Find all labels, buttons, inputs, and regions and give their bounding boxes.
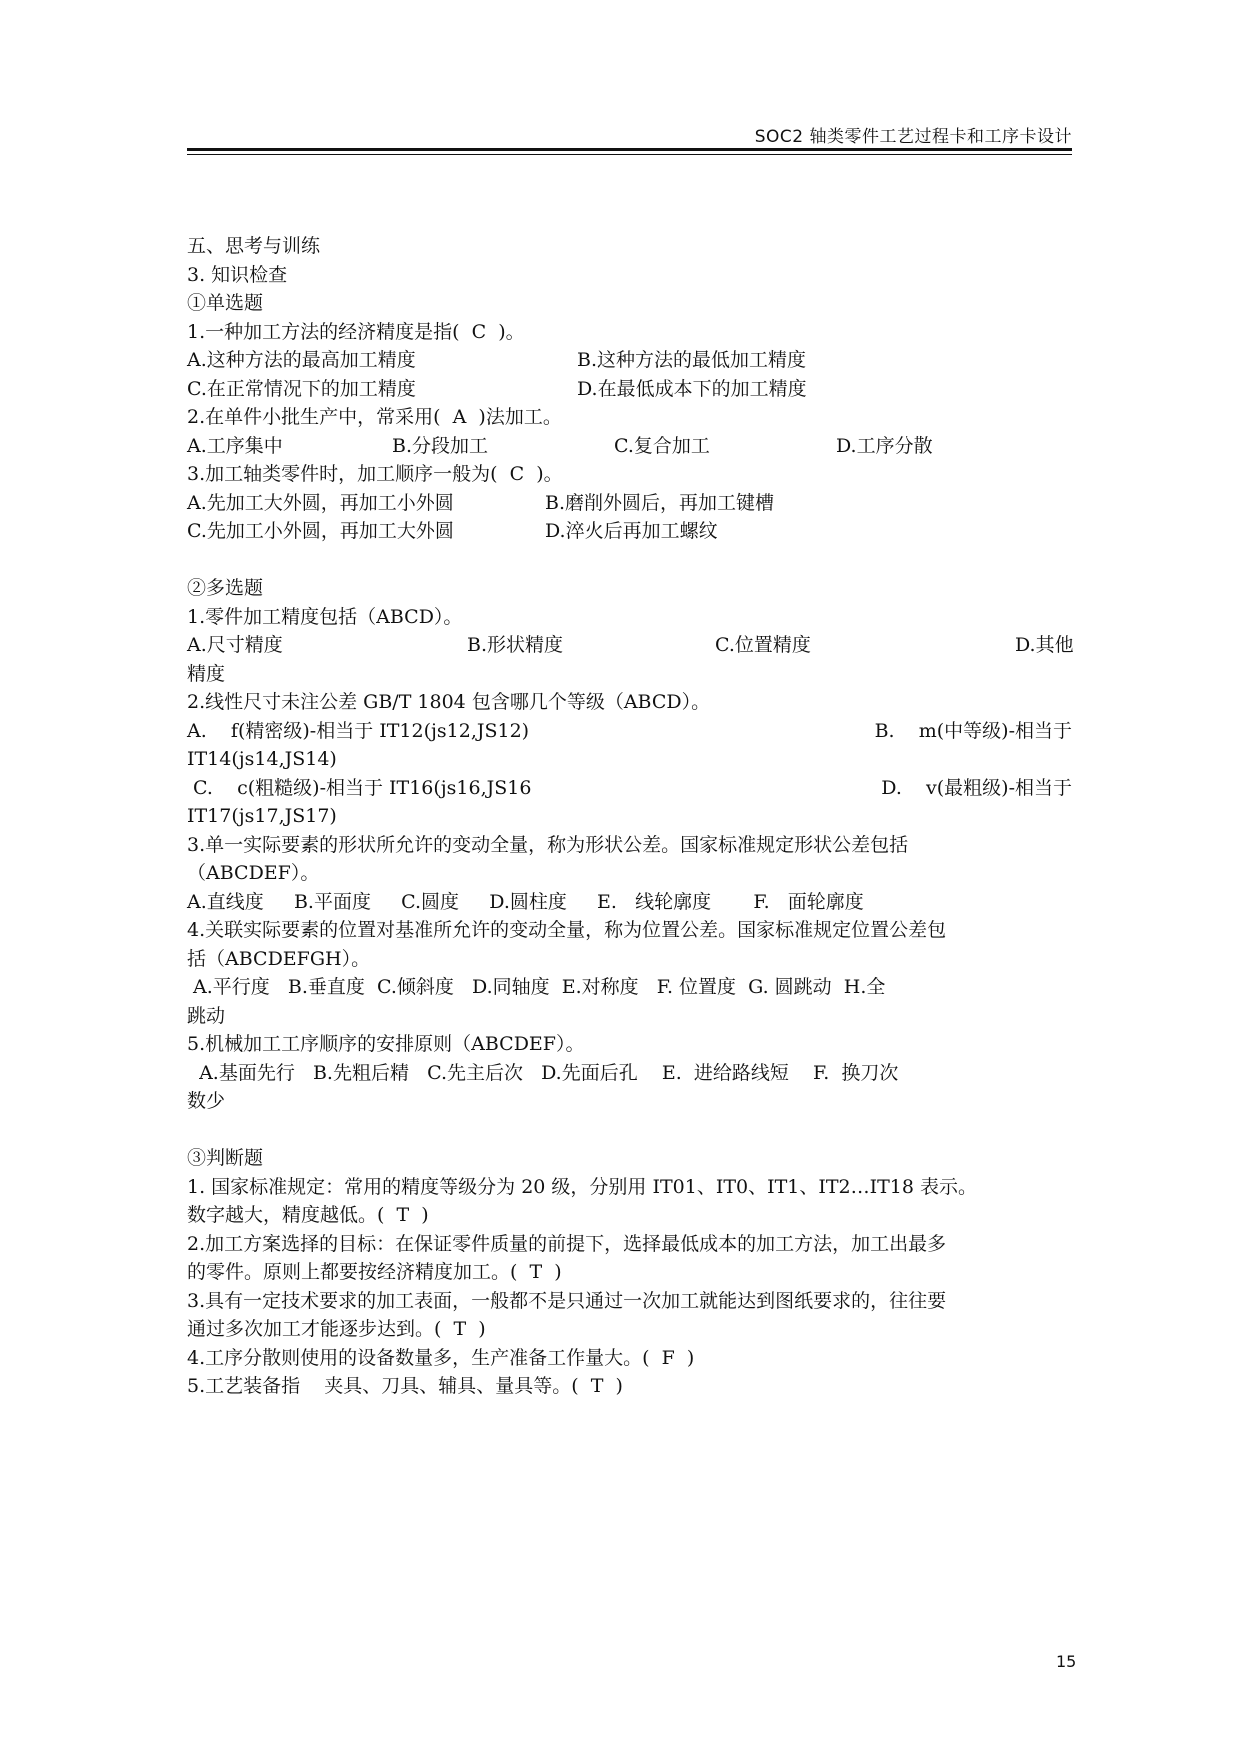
mc-q5-options: A.基面先行 B.先粗后精 C.先主后次 D.先面后孔 E. 进给路线短 F. 换刀次: [187, 1061, 899, 1084]
tf-q2-line-1: 2.加工方案选择的目标：在保证零件质量的前提下，选择最低成本的加工方法，加工出最多: [187, 1232, 947, 1255]
header-rule-thin: [187, 154, 1072, 155]
sc-q1-stem: 1.一种加工方法的经济精度是指( C )。: [187, 320, 525, 343]
mc-q4-options-cont: 跳动: [187, 1004, 226, 1027]
mc-q1-option-a: A.尺寸精度: [187, 634, 283, 656]
sc-q3-option-b: B.磨削外圆后，再加工键槽: [545, 491, 775, 514]
mc-q1-option-b: B.形状精度: [467, 634, 564, 656]
sc-q3-option-d: D.淬火后再加工螺纹: [545, 520, 718, 542]
tf-q3-line-2: 通过多次加工才能逐步达到。( T ): [187, 1318, 486, 1340]
sc-q2-option-d: D.工序分散: [836, 434, 933, 457]
sc-q1-option-d: D.在最低成本下的加工精度: [577, 377, 807, 400]
mc-q1-stem: 1.零件加工精度包括（ABCD）。: [187, 605, 463, 628]
mc-q3-options: A.直线度 B.平面度 C.圆度 D.圆柱度 E. 线轮廓度 F. 面轮廓度: [187, 890, 864, 913]
header-rule-thick: [187, 148, 1072, 151]
sc-q2-options: [187, 432, 1072, 461]
header-title: SOC2 轴类零件工艺过程卡和工序卡设计: [754, 127, 1072, 147]
mc-q2-options-ab: [187, 717, 1072, 746]
true-false-heading: ③判断题: [187, 1147, 264, 1169]
tf-q1-line-2: 数字越大，精度越低。( T ): [187, 1204, 429, 1226]
mc-q4-stem-1: 4.关联实际要素的位置对基准所允许的变动全量，称为位置公差。国家标准规定位置公差包: [187, 919, 947, 941]
mc-q2-option-d: D. v(最粗级)-相当于: [881, 776, 1072, 799]
sc-q3-stem: 3.加工轴类零件时，加工顺序一般为( C )。: [187, 463, 563, 485]
sc-q2-option-a: A.工序集中: [187, 434, 283, 457]
single-choice-heading: ①单选题: [187, 292, 264, 314]
sc-q2-option-c: C.复合加工: [614, 434, 710, 457]
mc-q2-option-b: B. m(中等级)-相当于: [874, 719, 1072, 742]
sc-q3-option-c: C.先加工小外圆，再加工大外圆: [187, 520, 454, 542]
sc-q1-option-a: A.这种方法的最高加工精度: [187, 349, 416, 371]
tf-q1-line-1: 1. 国家标准规定：常用的精度等级分为 20 级，分别用 IT01、IT0、IT1、IT2…IT18 表示。: [187, 1175, 978, 1198]
sc-q1-option-c: C.在正常情况下的加工精度: [187, 377, 416, 400]
page-number: 15: [1056, 1652, 1077, 1671]
mc-q1-options: [187, 631, 1072, 660]
section-title: 五、思考与训练: [187, 235, 321, 257]
mc-q2-options-cd: [187, 774, 1072, 803]
mc-q2-option-a: A. f(精密级)-相当于 IT12(js12,JS12): [187, 719, 530, 742]
mc-q1-option-d-cont: 精度: [187, 662, 226, 685]
mc-q5-options-cont: 数少: [187, 1090, 226, 1112]
sc-q3-options-cd: [187, 517, 1072, 546]
sc-q1-option-b: B.这种方法的最低加工精度: [577, 349, 807, 371]
mc-q2-stem: 2.线性尺寸未注公差 GB/T 1804 包含哪几个等级（ABCD）。: [187, 691, 711, 713]
sc-q1-options-cd: [187, 375, 1072, 404]
multi-choice-heading: ②多选题: [187, 577, 264, 599]
tf-q5: 5.工艺装备指 夹具、刀具、辅具、量具等。( T ): [187, 1375, 623, 1397]
mc-q2-option-c: C. c(粗糙级)-相当于 IT16(js16,JS16: [187, 776, 532, 799]
mc-q2-option-d-cont: IT17(js17,JS17): [187, 805, 337, 827]
sc-q1-options-ab: [187, 346, 1072, 375]
mc-q1-option-d: D.其他: [1015, 634, 1074, 656]
tf-q2-line-2: 的零件。原则上都要按经济精度加工。( T ): [187, 1261, 562, 1283]
sc-q3-options-ab: [187, 489, 1072, 518]
mc-q4-stem-2: 括（ABCDEFGH）。: [187, 947, 371, 970]
mc-q3-stem-2: （ABCDEF）。: [187, 862, 320, 884]
tf-q3-line-1: 3.具有一定技术要求的加工表面，一般都不是只通过一次加工就能达到图纸要求的，往往要: [187, 1289, 947, 1312]
mc-q3-stem-1: 3.单一实际要素的形状所允许的变动全量，称为形状公差。国家标准规定形状公差包括: [187, 833, 909, 856]
mc-q1-option-c: C.位置精度: [715, 634, 811, 656]
section-subtitle: 3. 知识检查: [187, 263, 288, 286]
sc-q2-option-b: B.分段加工: [392, 434, 489, 457]
sc-q2-stem: 2.在单件小批生产中，常采用( A )法加工。: [187, 406, 562, 428]
mc-q5-stem: 5.机械加工工序顺序的安排原则（ABCDEF）。: [187, 1033, 585, 1055]
mc-q4-options: A.平行度 B.垂直度 C.倾斜度 D.同轴度 E.对称度 F. 位置度 G. 圆跳动 H.全: [187, 976, 886, 998]
tf-q4: 4.工序分散则使用的设备数量多，生产准备工作量大。( F ): [187, 1346, 695, 1369]
mc-q2-option-b-cont: IT14(js14,JS14): [187, 748, 337, 770]
document-body: [187, 232, 1072, 1401]
sc-q3-option-a: A.先加工大外圆，再加工小外圆: [187, 491, 454, 514]
